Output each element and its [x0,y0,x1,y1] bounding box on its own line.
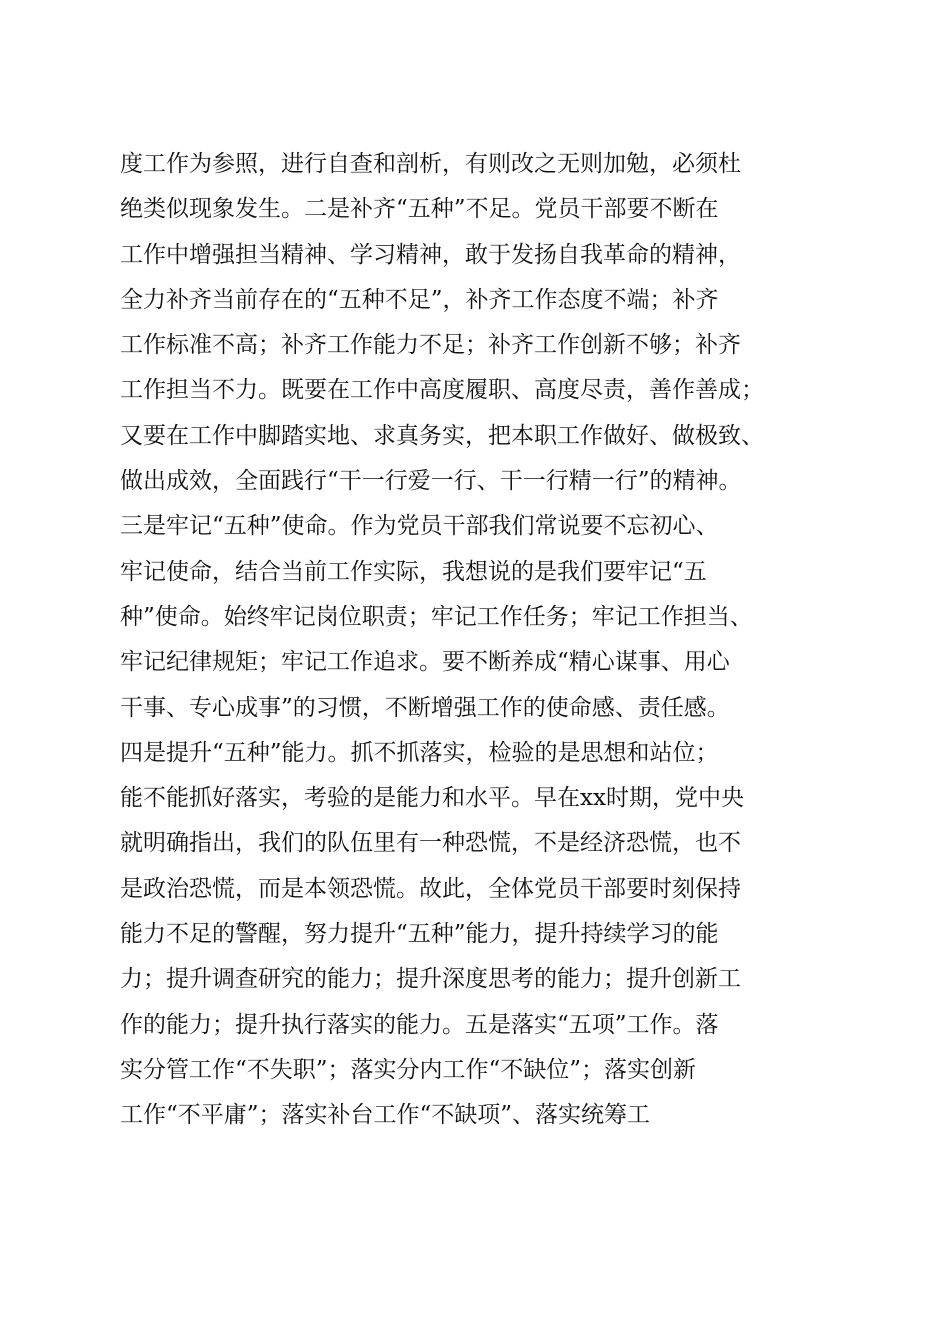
text-line: 做出成效，全面践行“干一行爱一行、干一行精一行”的精神。 [120,468,742,495]
text-line: 就明确指出，我们的队伍里有一种恐慌，不是经济恐慌，也不 [120,830,741,857]
text-line: 能力不足的警醒，努力提升“五种”能力，提升持续学习的能 [120,921,719,948]
text-line: 绝类似现象发生。二是补齐“五种”不足。党员干部要不断在 [120,196,719,223]
text-line: 度工作为参照，进行自查和剖析，有则改之无则加勉，必须杜 [120,151,741,177]
text-line: 三是牢记“五种”使命。作为党员干部我们常说要不忘初心、 [120,513,719,540]
text-line: 能不能抓好落实，考验的是能力和水平。早在xx时期，党中央 [120,785,744,812]
text-line: 作的能力；提升执行落实的能力。五是落实“五项”工作。落 [120,1011,719,1038]
text-line: 牢记纪律规矩；牢记工作追求。要不断养成“精心谋事、用心 [120,649,730,676]
text-line: 干事、专心成事”的习惯，不断增强工作的使命感、责任感。 [120,694,730,721]
text-line: 又要在工作中脚踏实地、求真务实，把本职工作做好、做极致、 [120,422,764,449]
body-text [120,142,850,1139]
text-line: 是政治恐慌，而是本领恐慌。故此，全体党员干部要时刻保持 [120,875,741,902]
text-line: 四是提升“五种”能力。抓不抓落实，检验的是思想和站位； [120,739,719,766]
text-line: 力；提升调查研究的能力；提升深度思考的能力；提升创新工 [120,966,741,993]
text-line: 实分管工作“不失职”；落实分内工作“不缺位”；落实创新 [120,1056,697,1083]
text-line: 工作标准不高；补齐工作能力不足；补齐工作创新不够；补齐 [120,332,741,359]
text-line: 种”使命。始终牢记岗位职责；牢记工作任务；牢记工作担当、 [120,603,753,630]
text-line: 工作担当不力。既要在工作中高度履职、高度尽责，善作善成； [120,377,764,404]
text-line: 全力补齐当前存在的“五种不足”，补齐工作态度不端；补齐 [120,286,719,313]
text-line: 工作中增强担当精神、学习精神，敢于发扬自我革命的精神， [120,241,741,268]
text-line: 工作“不平庸”；落实补台工作“不缺项”、落实统筹工 [120,1102,651,1129]
text-line: 牢记使命，结合当前工作实际，我想说的是我们要牢记“五 [120,558,707,585]
